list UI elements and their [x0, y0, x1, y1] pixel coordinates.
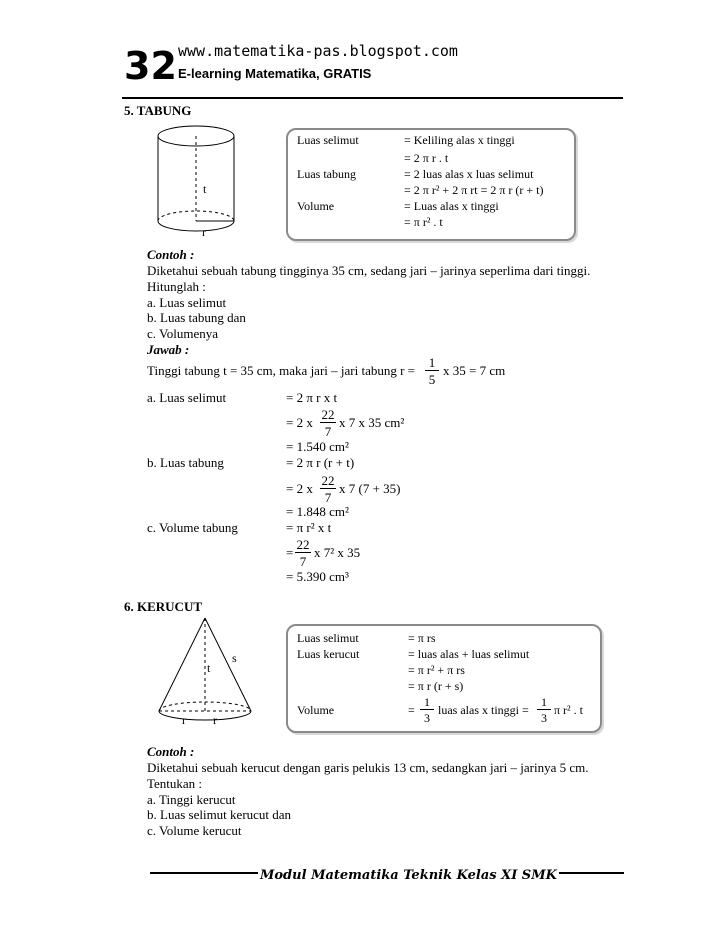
tabung-label-1: Luas selimut — [297, 133, 359, 147]
kerucut-label-1: Luas selimut — [297, 631, 359, 645]
solution-b-label: b. Luas tabung — [147, 455, 224, 470]
kerucut-value-3: = π r² + π rs — [408, 663, 465, 677]
solution-c-line-3: = 5.390 cm³ — [286, 569, 349, 584]
cone-label-r-left: r — [182, 713, 186, 727]
fraction-one-fifth: $\frac{1}{5}$ — [425, 356, 439, 386]
tabung-value-2: = 2 π r . t — [404, 151, 449, 165]
solution-a-line-3: = 1.540 cm² — [286, 439, 349, 454]
tabung-label-5: Volume — [297, 199, 335, 213]
kerucut-label-2: Luas kerucut — [297, 647, 360, 661]
tabung-value-3: = 2 luas alas x luas selimut — [404, 167, 534, 181]
kerucut-volume-eq: = — [408, 703, 415, 717]
given-text: Tinggi tabung t = 35 cm, maka jari – jari tabung r = — [147, 363, 416, 378]
kerucut-value-2: = luas alas + luas selimut — [408, 647, 530, 661]
problem-text-5: Diketahui sebuah tabung tingginya 35 cm, sedang jari – jarinya seperlima dari tinggi. — [147, 263, 591, 278]
site-url: www.matematika-pas.blogspot.com — [178, 42, 458, 60]
solution-c-line-2-end: x 7² x 35 — [314, 545, 361, 560]
hitunglah-text: Hitunglah : — [147, 279, 206, 294]
cone-label-t: t — [207, 661, 211, 675]
site-subtitle: E-learning Matematika, GRATIS — [178, 66, 372, 81]
solution-c-line-2: = — [286, 545, 294, 560]
cylinder-figure — [150, 122, 250, 242]
solution-b-line-1: = 2 π r (r + t) — [286, 455, 355, 470]
footer-text: Modul Matematika Teknik Kelas XI SMK — [260, 868, 557, 883]
solution-a-line-2: = 2 x — [286, 415, 313, 430]
solution-b-line-2: = 2 x — [286, 481, 313, 496]
tabung-value-4: = 2 π r² + 2 π rt = 2 π r (r + t) — [404, 183, 544, 197]
solution-a-line-2-end: x 7 x 35 cm² — [339, 415, 405, 430]
list-item: a. Luas selimut — [147, 295, 227, 310]
solution-c-label: c. Volume tabung — [147, 520, 238, 535]
cylinder-label-t: t — [203, 182, 207, 196]
section-heading-kerucut: 6. KERUCUT — [124, 599, 203, 614]
contoh-label-5: Contoh : — [147, 247, 195, 262]
jawab-label: Jawab : — [147, 342, 190, 357]
fraction-one-third: $\frac{1}{3}$ — [537, 696, 551, 724]
kerucut-label-volume: Volume — [297, 703, 335, 717]
tabung-value-6: = π r² . t — [404, 215, 443, 229]
kerucut-volume-end: π r² . t — [554, 703, 583, 717]
list-item: c. Volume kerucut — [147, 823, 242, 838]
list-item: b. Luas tabung dan — [147, 310, 246, 325]
kerucut-value-1: = π rs — [408, 631, 436, 645]
fraction-22-7: $\frac{22}{7}$ — [296, 537, 310, 569]
list-item: c. Volumenya — [147, 326, 219, 341]
fraction-22-7: $\frac{22}{7}$ — [321, 407, 335, 439]
tabung-value-1: = Keliling alas x tinggi — [404, 133, 515, 147]
kerucut-volume-mid: luas alas x tinggi = — [438, 703, 529, 717]
cone-figure — [145, 614, 265, 729]
page-number: 32 — [124, 44, 177, 88]
given-text-end: x 35 = 7 cm — [443, 363, 506, 378]
contoh-label-6: Contoh : — [147, 744, 195, 759]
cone-label-s: s — [232, 651, 237, 665]
header-rule — [122, 97, 623, 99]
list-item: a. Tinggi kerucut — [147, 792, 236, 807]
tabung-value-5: = Luas alas x tinggi — [404, 199, 499, 213]
tabung-label-3: Luas tabung — [297, 167, 356, 181]
solution-a-line-1: = 2 π r x t — [286, 390, 338, 405]
kerucut-value-4: = π r (r + s) — [408, 679, 464, 693]
tentukan-text: Tentukan : — [147, 776, 203, 791]
solution-c-line-1: = π r² x t — [286, 520, 332, 535]
cylinder-label-r: r — [202, 225, 206, 239]
section-heading-tabung: 5. TABUNG — [124, 103, 192, 118]
problem-text-6: Diketahui sebuah kerucut dengan garis pelukis 13 cm, sedangkan jari – jarinya 5 cm. — [147, 760, 589, 775]
fraction-one-third: $\frac{1}{3}$ — [420, 696, 434, 724]
list-item: b. Luas selimut kerucut dan — [147, 807, 292, 822]
solution-a-label: a. Luas selimut — [147, 390, 227, 405]
solution-b-line-3: = 1.848 cm² — [286, 504, 349, 519]
fraction-22-7: $\frac{22}{7}$ — [321, 473, 335, 505]
solution-b-line-2-end: x 7 (7 + 35) — [339, 481, 401, 496]
cone-label-r-right: r — [213, 713, 217, 727]
